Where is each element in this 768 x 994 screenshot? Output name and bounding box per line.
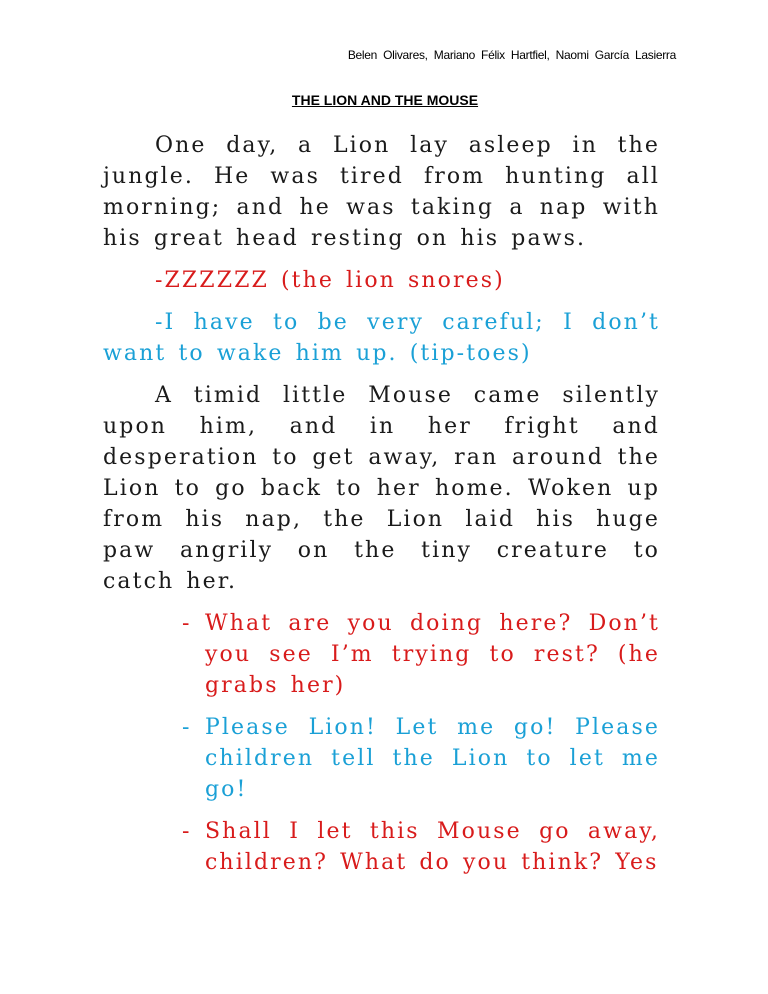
dialogue-text: What are you doing here? Don’t you see I’m trying to rest? (he grabs her) (205, 611, 660, 698)
dialogue-text: Shall I let this Mouse go away, children? What do you think? Yes (205, 819, 660, 875)
story-body (103, 130, 660, 889)
dialogue-dash: - (182, 715, 190, 740)
dialogue-item-lion-1 (182, 608, 660, 701)
dialogue-dash: - (182, 819, 190, 844)
lion-snore-line: -ZZZZZZ (the lion snores) (155, 268, 505, 293)
dialogue-item-mouse-1 (182, 712, 660, 805)
paragraph-intro: One day, a Lion lay asleep in the jungle. He was tired from hunting all morning; and he was taking a nap with his great head resting on his paws. (103, 133, 660, 251)
dialogue-text: Please Lion! Let me go! Please children tell the Lion to let me go! (205, 715, 660, 802)
mouse-careful-line: -I have to be very careful; I don’t want to wake him up. (tip-toes) (103, 310, 660, 366)
header-authors: Belen Olivares, Mariano Félix Hartfiel, Naomi García Lasierra (347, 48, 676, 62)
dialogue-list (103, 608, 660, 878)
dialogue-item-lion-2 (182, 816, 660, 878)
page-title: THE LION AND THE MOUSE (291, 92, 479, 108)
dialogue-dash: - (182, 611, 190, 636)
paragraph-timid-mouse: A timid little Mouse came silently upon him, and in her fright and desperation to get away, ran around the Lion to go back to her home. Woken up from his nap, the Lion laid his huge paw angrily on the tiny creature to catch her. (103, 383, 660, 594)
